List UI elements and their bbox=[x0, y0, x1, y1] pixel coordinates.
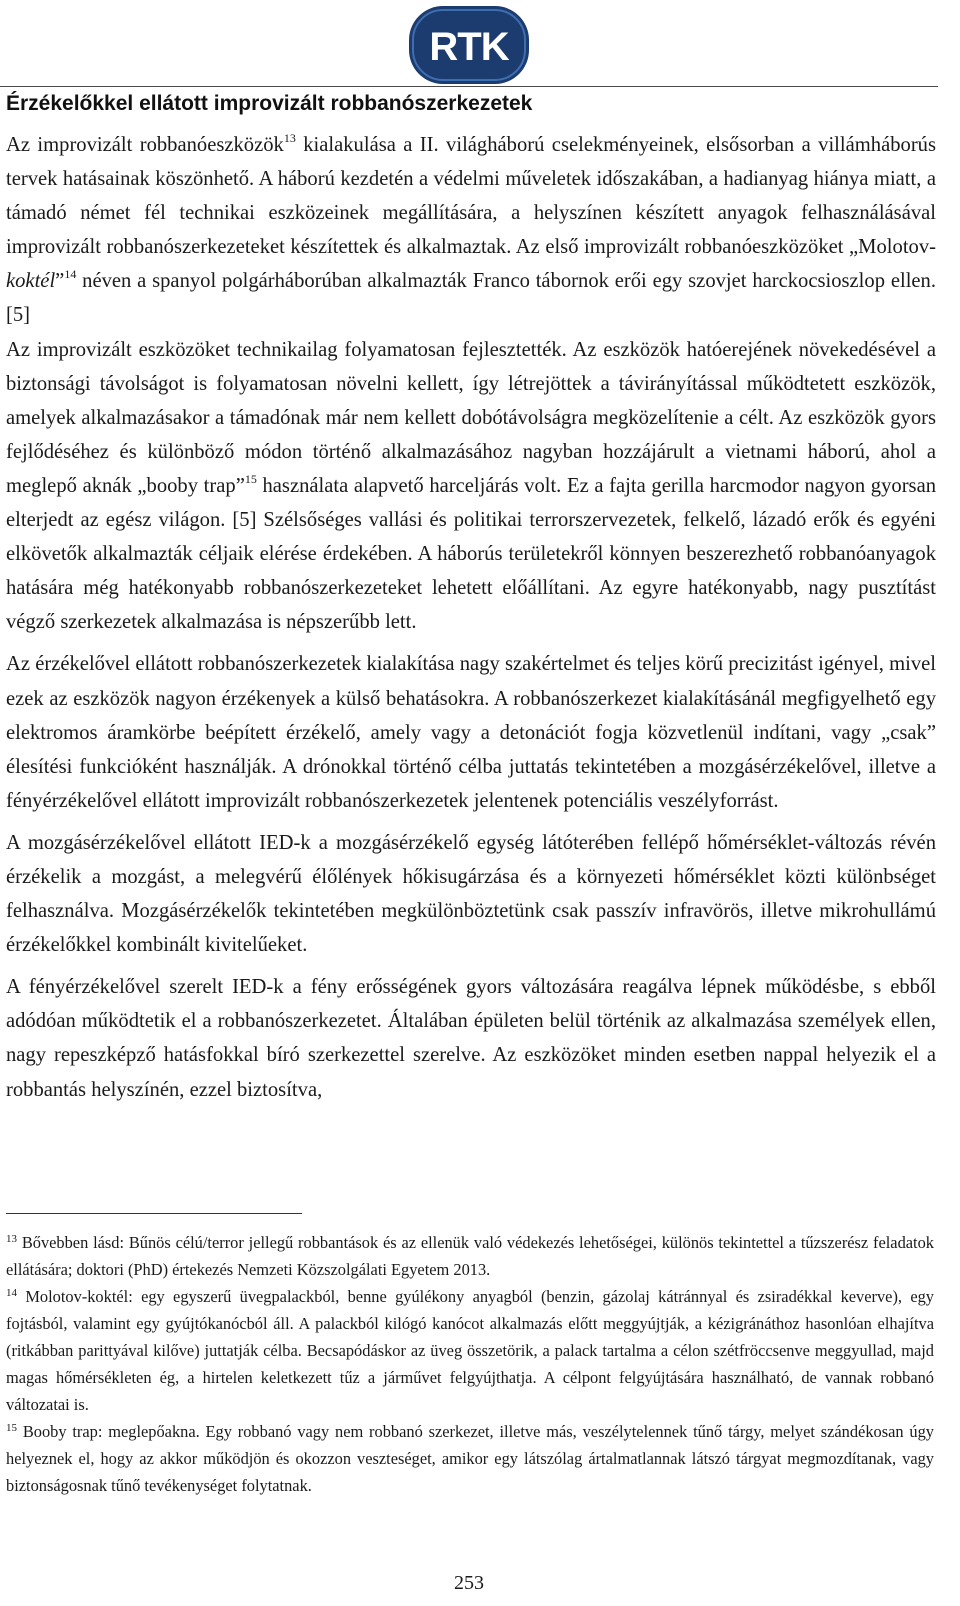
paragraph-2-text-a: Az improvizált eszközöket technikailag folyamatosan fejlesztették. Az eszközök hatóerejének növekedésével a biztonsági távolságot is folyamatosan növelni kellett, így létrejöttek a távirányítással működtetett eszközök, amelyek alkalmazásakor a támadónak már nem kellett dobótávolságra megközelítenie a célt. Az eszközök gyors fejlődéséhez és különböző módon történő alkalmazásához nagyban hozzájárult a vietnami háború, ahol a meglepő aknák „booby trap” bbox=[6, 338, 936, 497]
header-divider bbox=[0, 86, 938, 87]
footnote-text: Booby trap: meglepőakna. Egy robbanó vagy nem robbanó szerkezet, illetve más, veszélytelennek tűnő tárgy, melyet szándékosan úgy helyeznek el, hogy az akkor működjön és okozzon veszteséget, amikor egy látszólag ártalmatlannak látszó tárgyat megmozdítanak, vagy biztonságosnak tűnő tevékenységet folytatnak. bbox=[6, 1422, 934, 1495]
footnote-15 bbox=[6, 1418, 934, 1499]
paragraph-2-text-b: használata alapvető harceljárás volt. Ez a fajta gerilla harcmodor nagyon gyorsan elterjedt az egész világon. [5] Szélsőséges vallási és politikai terrorszervezetek, felkelő, lázadó erők és egyéni elkövetők alkalmazták céljaik elérése érdekében. A háborús területekről könnyen beszerezhető robbanóanyagok hatására még hatékonyabb robbanószerkezeteket lehetett előállítani. Az egyre hatékonyabb, nagy pusztítást végző szerkezetek alkalmazása is népszerűbb lett. bbox=[6, 474, 937, 634]
page-number: 253 bbox=[454, 1572, 484, 1594]
paragraph-1-text-d: néven a spanyol polgárháborúban alkalmazták Franco tábornok erői egy szovjet harckocsioszlop ellen. [5] bbox=[6, 270, 936, 327]
paragraph-1 bbox=[6, 128, 936, 333]
section-title: Érzékelőkkel ellátott improvizált robbanószerkezetek bbox=[6, 92, 533, 115]
rtk-logo bbox=[409, 6, 529, 84]
logo-text: RTK bbox=[429, 25, 509, 69]
footnote-13 bbox=[6, 1229, 934, 1283]
footnote-ref-13: 13 bbox=[283, 131, 296, 145]
footnote-text: Bővebben lásd: Bűnös célú/terror jellegű robbantások és az ellenük való védekezés lehetőségei, különös tekintettel a tűzszerész feladatok ellátására; doktori (PhD) értekezés Nemzeti Közszolgálati Egyetem 2013. bbox=[6, 1233, 934, 1279]
paragraph-1-italic: koktél bbox=[6, 270, 56, 293]
paragraph-4: A mozgásérzékelővel ellátott IED-k a mozgásérzékelő egység látóterében fellépő hőmérséklet-változás révén érzékelik a mozgást, a melegvérű élőlények hőkisugárzása és a környezeti hőmérséklet közti különbséget felhasználva. Mozgásérzékelők tekintetében megkülönböztetünk csak passzív infravörös, illetve mikrohullámú érzékelőkkel kombinált kivitelűeket. bbox=[6, 831, 936, 957]
footnote-number: 14 bbox=[6, 1287, 17, 1299]
paragraph-5: A fényérzékelővel szerelt IED-k a fény erősségének gyors változására reagálva lépnek működésbe, s ebből adódóan működtetik el a robbanószerkezetet. Általában épületen belül történik az alkalmazása személyek ellen, nagy repeszképző hatásfokkal bíró szerkezettel szerelve. Az eszközöket minden esetben nappal helyezik el a robbantás helyszínén, ezzel biztosítva, bbox=[6, 976, 936, 1101]
footnote-ref-14: 14 bbox=[64, 267, 77, 282]
footnote-14 bbox=[6, 1283, 934, 1418]
footnote-ref-15: 15 bbox=[244, 471, 257, 486]
paragraph-1-text-c: ” bbox=[55, 270, 65, 293]
footnote-divider bbox=[6, 1213, 302, 1214]
paragraph-2 bbox=[6, 333, 936, 640]
paragraph-1-text-b: kialakulása a II. világháború cselekményeinek, elsősorban a villámháborús tervek hatásainak köszönhető. A háború kezdetén a védelmi műveletek időszakában, a hadianyag hiánya miatt, a támadó német fél technikai eszközeinek megállítására, a helyszínen készített anyagok felhasználásával improvizált robbanószerkezeteket készítettek és alkalmaztak. Az első improvizált robbanóeszközöket „Molotov- bbox=[6, 134, 936, 259]
body-text bbox=[6, 128, 936, 1107]
footnotes bbox=[6, 1229, 934, 1499]
footnote-number: 13 bbox=[6, 1233, 17, 1245]
paragraph-1-text-a: Az improvizált robbanóeszközök bbox=[6, 134, 284, 156]
footnote-text: Molotov-koktél: egy egyszerű üvegpalackból, benne gyúlékony anyagból (benzin, gázolaj kátránnyal és zsiradékkal keverve), egy fojtásból, valamint egy gyújtókanócból áll. A palackból kilógó kanócot alkalmazás előtt meggyújtják, a kézigránáthoz hasonlóan elhajítva (ritkábban parittyával kilőve) juttatják célba. Becsapódáskor az üveg összetörik, a palack tartalma a célon szétfröccsenve meggyullad, majd magas hőmérsékleten ég, a hirtelen keletkezett tűz a járművet felgyújthatja. A célpont felgyújtására használható, de vannak robbanó változatai is. bbox=[6, 1287, 934, 1414]
paragraph-3: Az érzékelővel ellátott robbanószerkezetek kialakítása nagy szakértelmet és teljes körű precizitást igényel, mivel ezek az eszközök nagyon érzékenyek a külső behatásokra. A robbanószerkezet kialakításánál megfigyelhető egy elektromos áramkörbe beépített érzékelő, amely vagy a detonációt fogja közvetlenül indítani, vagy „csak” élesítési funkcióként használják. A drónokkal történő célba juttatás tekintetében a mozgásérzékelővel, illetve a fényérzékelővel ellátott improvizált robbanószerkezetek jelentenek potenciális veszélyforrást. bbox=[6, 653, 936, 812]
footnote-number: 15 bbox=[6, 1422, 17, 1434]
